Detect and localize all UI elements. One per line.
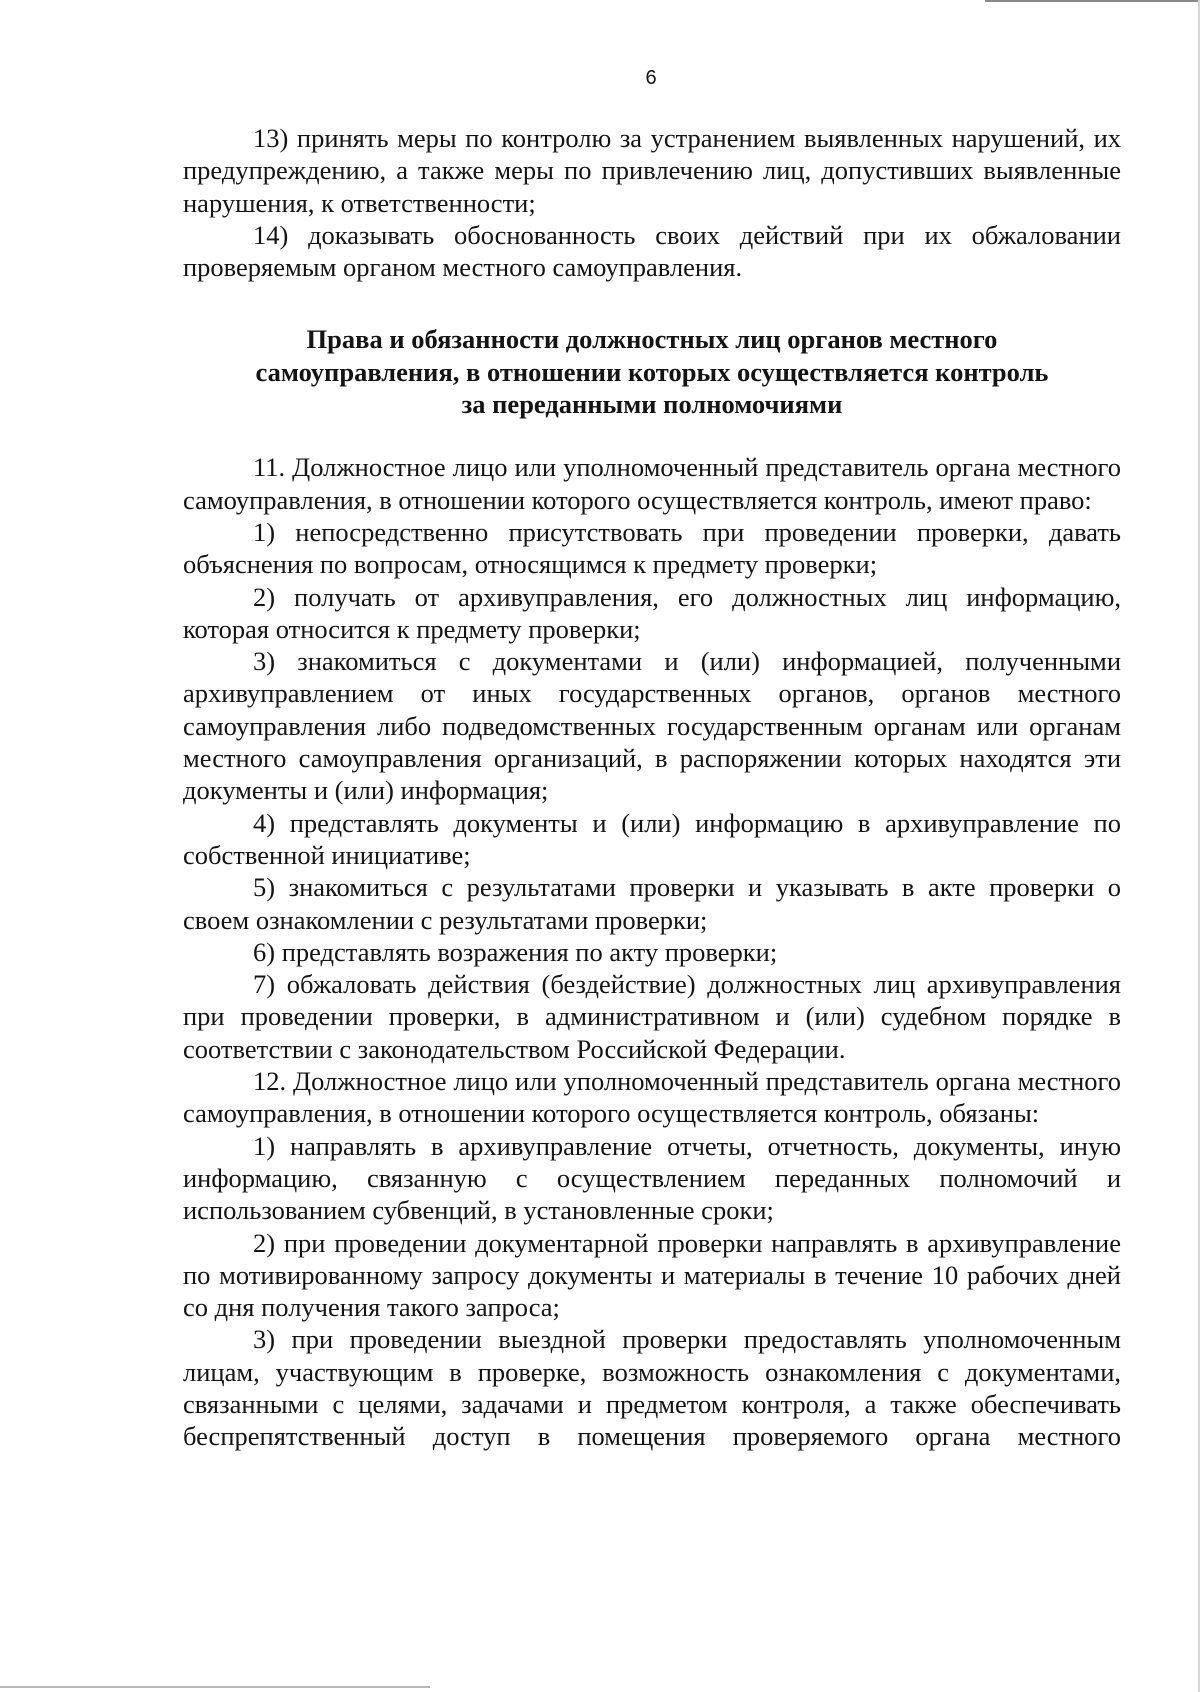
clause-11-item-4: 4) представлять документы и (или) информацию в архивуправление по собственной инициативе;: [183, 807, 1121, 870]
document-body: [183, 122, 1121, 1453]
section-heading-line-1: Права и обязанности должностных лиц органов местного: [306, 324, 998, 355]
clause-12-item-3: 3) при проведении выездной проверки предоставлять уполномоченным лицам, участвующим в проверке, возможность ознакомления с документами, связанными с целями, задачами и предметом контроля, а также обеспечивать беспрепятственный доступ в помещения проверяемого органа местного: [183, 1324, 1121, 1452]
clause-12: 12. Должностное лицо или уполномоченный представитель органа местного самоуправления, в отношении которого осуществляется контроль, обязаны:: [183, 1066, 1121, 1129]
clause-11-item-3: 3) знакомиться с документами и (или) информацией, полученными архивуправлением от иных государственных органов, органов местного самоуправления либо подведомственных государственным органам или органам местного самоуправления организаций, в распоряжении которых находятся эти документы и (или) информация;: [183, 646, 1121, 806]
clause-12-item-1: 1) направлять в архивуправление отчеты, отчетность, документы, иную информацию, связанную с осуществлением переданных полномочий и использованием субвенций, в установленные сроки;: [183, 1130, 1121, 1226]
clause-11-item-5: 5) знакомиться с результатами проверки и указывать в акте проверки о своем ознакомлении с результатами проверки;: [183, 872, 1121, 935]
clause-11-item-7: 7) обжаловать действия (бездействие) должностных лиц архивуправления при проведении проверки, в административном и (или) судебном порядке в соответствии с законодательством Российской Федерации.: [183, 969, 1121, 1064]
page-number: 6: [645, 67, 657, 89]
section-heading: [183, 323, 1121, 420]
paragraph-14: 14) доказывать обоснованность своих действий при их обжаловании проверяемым органом местного самоуправления.: [183, 219, 1121, 283]
paragraph-13: 13) принять меры по контролю за устранением выявленных нарушений, их предупреждению, а также меры по привлечению лиц, допустивших выявленные нарушения, к ответственности;: [183, 123, 1121, 218]
section-heading-line-2: самоуправления, в отношении которых осуществляется контроль: [255, 356, 1049, 387]
clause-12-item-2: 2) при проведении документарной проверки направлять в архивуправление по мотивированному запросу документы и материалы в течение 10 рабочих дней со дня получения такого запроса;: [183, 1227, 1121, 1323]
clause-11-item-1: 1) непосредственно присутствовать при проведении проверки, давать объяснения по вопросам, относящимся к предмету проверки;: [183, 516, 1121, 580]
clause-11: 11. Должностное лицо или уполномоченный представитель органа местного самоуправления, в отношении которого осуществляется контроль, имеют право:: [183, 452, 1121, 515]
clause-11-item-2: 2) получать от архивуправления, его должностных лиц информацию, которая относится к предмету проверки;: [183, 581, 1121, 644]
section-heading-line-3: за переданными полномочиями: [461, 389, 843, 420]
clause-11-item-6: 6) представлять возражения по акту проверки;: [253, 936, 778, 967]
top-edge-line: [985, 0, 1200, 2]
bottom-edge-line: [0, 1686, 430, 1688]
